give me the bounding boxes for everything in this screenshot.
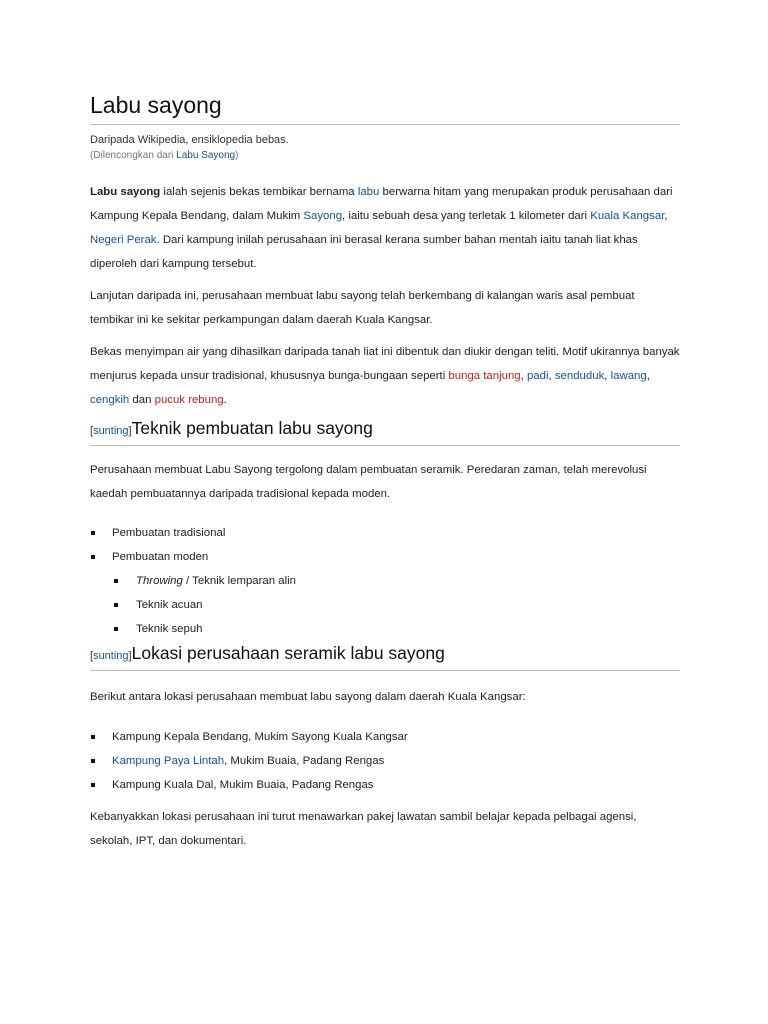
text: Bekas menyimpan air yang dihasilkan daripada tanah liat ini dibentuk dan diukir dengan teliti. Motif ukirannya banyak menjurus kepada unsur tradisional, khususnya bunga-bungaan seperti [90, 346, 680, 382]
bracket: ] [128, 425, 132, 437]
list-item: Kampung Kepala Bendang, Mukim Sayong Kuala Kangsar [90, 725, 680, 749]
link-kampung-paya-lintah[interactable]: Kampung Paya Lintah [112, 755, 225, 767]
link-negeri-perak[interactable]: Negeri Perak [90, 234, 157, 246]
bracket: [ [90, 650, 94, 662]
text: dan [129, 394, 155, 406]
section2-paragraph: Berikut antara lokasi perusahaan membuat labu sayong dalam daerah Kuala Kangsar: [90, 691, 526, 703]
edit-link-lokasi[interactable]: sunting [93, 650, 129, 662]
text: , [604, 370, 611, 382]
link-senduduk[interactable]: senduduk [554, 370, 605, 382]
text: , [646, 370, 650, 382]
text: , [520, 370, 527, 382]
paragraph-3 [90, 340, 680, 412]
link-kuala-kangsar[interactable]: Kuala Kangsar [590, 210, 665, 222]
text: , [548, 370, 555, 382]
text: / Teknik lemparan alin [182, 575, 296, 587]
list-item [90, 749, 680, 773]
list-item: Teknik acuan [90, 593, 680, 617]
list-item: Pembuatan moden [90, 545, 680, 569]
list-item: Pembuatan tradisional [90, 521, 680, 545]
section-heading-lokasi [90, 641, 680, 671]
link-sayong[interactable]: Sayong [303, 210, 343, 222]
tagline: Daripada Wikipedia, ensiklopedia bebas. [90, 134, 289, 146]
text: berwarna hitam yang merupakan produk perusahaan dari Kampung Kepala Bendang, dalam Mukim [90, 186, 673, 222]
list-item: Teknik sepuh [90, 617, 680, 641]
redirect-link[interactable]: Labu Sayong [176, 150, 236, 161]
page-title: Labu sayong [90, 90, 680, 125]
bracket: [ [90, 425, 94, 437]
section1-paragraph: Perusahaan membuat Labu Sayong tergolong dalam pembuatan seramik. Peredaran zaman, telah merevolusi kaedah pembuatannya daripada tradisional kepada moden. [90, 464, 647, 500]
text: . [223, 394, 227, 406]
article [90, 90, 680, 853]
paragraph-2: Lanjutan daripada ini, perusahaan membuat labu sayong telah berkembang di kalangan waris asal pembuat tembikar ini ke sekitar perkampungan dalam daerah Kuala Kangsar. [90, 290, 635, 326]
modern-technique-sublist [90, 569, 680, 641]
text: , iaitu sebuah desa yang terletak 1 kilometer dari [342, 210, 591, 222]
bracket: ] [128, 650, 132, 662]
redirect-suffix: ) [235, 150, 239, 161]
edit-link-teknik[interactable]: sunting [93, 425, 129, 437]
list-item: Kampung Kuala Dal, Mukim Buaia, Padang Rengas [90, 773, 680, 797]
text: ialah sejenis bekas tembikar bernama [160, 186, 358, 198]
link-pucuk-rebung[interactable]: pucuk rebung [154, 394, 224, 406]
link-padi[interactable]: padi [526, 370, 549, 382]
edit-link-wrapper [90, 425, 132, 437]
list-item [90, 569, 680, 593]
section-title: Teknik pembuatan labu sayong [131, 418, 373, 438]
text: . Dari kampung inilah perusahaan ini berasal kerana sumber bahan mentah iaitu tanah liat khas diperoleh dari kampung tersebut. [90, 234, 638, 270]
redirect-note [90, 149, 680, 163]
link-bunga-tanjung[interactable]: bunga tanjung [448, 370, 521, 382]
link-lawang[interactable]: lawang [610, 370, 647, 382]
intro-paragraph [90, 180, 680, 276]
location-list [90, 725, 680, 797]
throwing-italic: Throwing [136, 575, 183, 587]
section-heading-teknik [90, 416, 680, 446]
intro-bold-term: Labu sayong [90, 186, 161, 198]
link-labu[interactable]: labu [357, 186, 380, 198]
closing-paragraph: Kebanyakkan lokasi perusahaan ini turut menawarkan pakej lawatan sambil belajar kepada pelbagai agensi, sekolah, IPT, dan dokumentari. [90, 811, 637, 847]
link-cengkih[interactable]: cengkih [90, 394, 130, 406]
text: , [664, 210, 668, 222]
text: , Mukim Buaia, Padang Rengas [224, 755, 385, 767]
redirect-prefix: (Dilencongkan dari [90, 150, 177, 161]
technique-list [90, 521, 680, 569]
section-title: Lokasi perusahaan seramik labu sayong [131, 643, 445, 663]
edit-link-wrapper [90, 650, 132, 662]
